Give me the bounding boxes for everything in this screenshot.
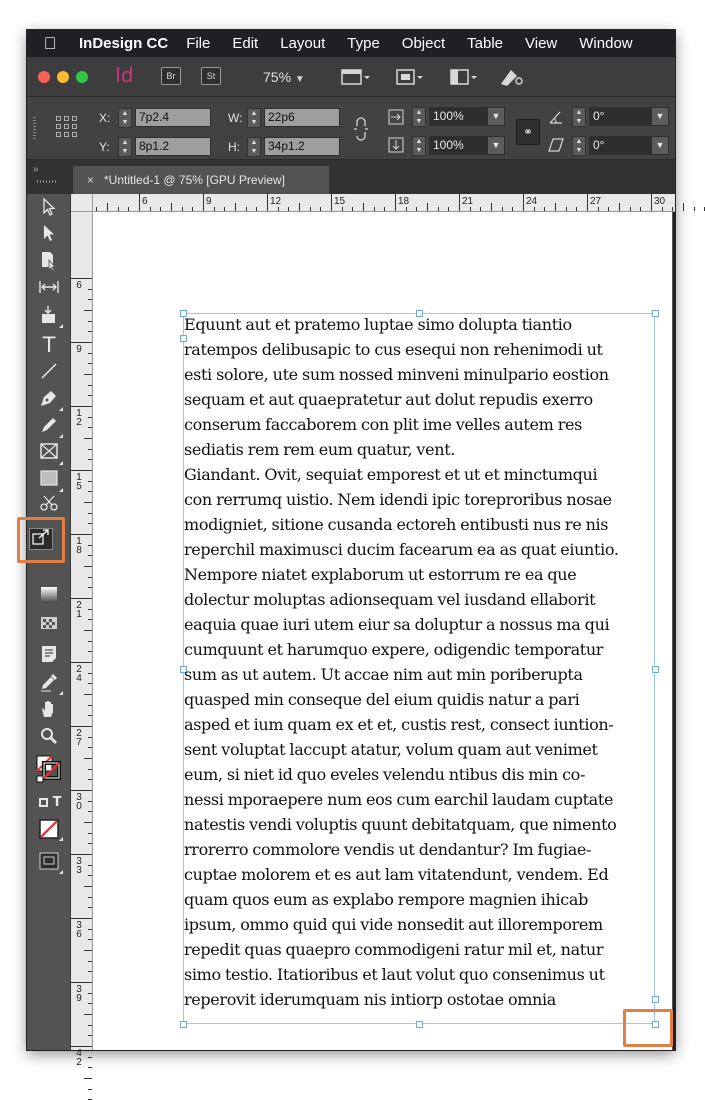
ruler-label: 2 1 <box>76 600 82 620</box>
x-label: X: <box>99 111 111 125</box>
ruler-minor-tick <box>88 1067 92 1068</box>
text-line: sediatis rem rem eum quatur, vent. <box>184 440 456 459</box>
ruler-minor-tick <box>118 207 119 211</box>
ruler-major-tick <box>459 193 460 211</box>
text-line: sequam et aut quaepratetur aut dolut repudis exerro <box>184 390 593 409</box>
ruler-minor-tick <box>288 207 289 211</box>
text-line: Equunt aut et pratemo luptae simo dolupta tiantio <box>184 315 572 334</box>
ruler-major-tick <box>70 278 92 279</box>
expand-panel-icon[interactable]: » <box>33 164 39 175</box>
height-field[interactable]: 34p1.2 <box>264 137 340 156</box>
ruler-minor-tick <box>84 438 92 439</box>
vertical-ruler[interactable] <box>71 212 93 1068</box>
ruler-major-tick <box>331 193 332 211</box>
stock-button[interactable]: St <box>201 67 221 85</box>
content-collector-tool-icon[interactable] <box>35 305 63 329</box>
ruler-minor-tick <box>88 673 92 674</box>
ruler-minor-tick <box>544 207 545 211</box>
tool-flyout-indicator <box>59 488 63 492</box>
ruler-minor-tick <box>84 758 92 759</box>
ruler-label: 3 9 <box>76 984 82 1004</box>
ruler-minor-tick <box>416 207 417 211</box>
ruler-minor-tick <box>480 207 481 211</box>
ruler-major-tick <box>70 598 92 599</box>
ruler-minor-tick <box>363 203 364 211</box>
ruler-minor-tick <box>88 331 92 332</box>
text-line: ratempos delibusapic to cus esequi non rehenimodi ut <box>184 340 603 359</box>
scale-y-dropdown[interactable]: ▼ <box>487 136 505 155</box>
bridge-button[interactable]: Br <box>161 67 181 85</box>
x-stepper[interactable]: ▲ ▼ <box>118 108 132 128</box>
text-line: rrorerro commolore vendis ut dendantur? Im fugiae- <box>184 840 592 859</box>
scale-x-dropdown[interactable]: ▼ <box>487 107 505 126</box>
ruler-minor-tick <box>88 641 92 642</box>
ruler-major-tick <box>70 534 92 535</box>
ruler-minor-tick <box>502 207 503 211</box>
tool-flyout-indicator <box>59 691 63 695</box>
text-line: cumquunt et harumquo expere, odigendic temporatur <box>184 640 604 659</box>
constrain-proportions-icon[interactable] <box>352 119 370 142</box>
text-line: repedit quas quaepro commodigeni ratur mil et, natur <box>184 940 604 959</box>
control-panel <box>27 97 675 160</box>
document-tab-title: *Untitled-1 @ 75% [GPU Preview] <box>104 173 285 187</box>
ruler-minor-tick <box>88 619 92 620</box>
ruler-origin[interactable] <box>71 194 93 212</box>
ruler-minor-tick <box>84 886 92 887</box>
hand-tool-icon[interactable] <box>35 699 63 723</box>
horizontal-ruler[interactable] <box>71 194 675 212</box>
ruler-minor-tick <box>88 769 92 770</box>
ruler-label: 3 6 <box>76 920 82 940</box>
ruler-minor-tick <box>160 207 161 211</box>
ruler-minor-tick <box>88 737 92 738</box>
container-icon <box>39 798 48 807</box>
w-stepper[interactable]: ▲ ▼ <box>247 108 261 128</box>
ruler-minor-tick <box>88 577 92 578</box>
ruler-minor-tick <box>406 207 407 211</box>
ruler-minor-tick <box>88 897 92 898</box>
ruler-major-tick <box>651 193 652 211</box>
application-bar <box>27 57 675 97</box>
tool-flyout-indicator <box>59 434 63 438</box>
ruler-minor-tick <box>694 207 695 211</box>
ruler-minor-tick <box>84 310 92 311</box>
text-line: nessi mporaepere num eos cum earchil laudam cuptate <box>184 790 614 809</box>
formatting-affects-container-icon[interactable] <box>33 794 67 812</box>
ruler-minor-tick <box>310 207 311 211</box>
ruler-label: 1 2 <box>76 408 82 428</box>
ruler-minor-tick <box>88 833 92 834</box>
text-line: sum as ut autem. Ut accae nim aut min poriberupta <box>184 665 583 684</box>
ruler-minor-tick <box>491 203 492 211</box>
zoom-tool-icon[interactable] <box>35 726 63 750</box>
page-tool-icon[interactable] <box>35 251 63 275</box>
scale-x-field[interactable]: 100% <box>429 107 487 126</box>
ruler-minor-tick <box>88 993 92 994</box>
close-window-button[interactable] <box>38 71 50 83</box>
ruler-major-tick <box>203 193 204 211</box>
ruler-major-tick <box>70 662 92 663</box>
ruler-minor-tick <box>470 207 471 211</box>
tool-flyout-indicator <box>59 837 63 841</box>
ruler-minor-tick <box>128 207 129 211</box>
ruler-minor-tick <box>88 907 92 908</box>
ruler-minor-tick <box>88 715 92 716</box>
ruler-minor-tick <box>88 971 92 972</box>
ruler-minor-tick <box>88 683 92 684</box>
eyedropper-tool-icon[interactable] <box>35 672 63 696</box>
shear-stepper[interactable]: ▲ ▼ <box>572 136 586 156</box>
shear-angle-field[interactable]: 0° <box>589 136 651 155</box>
direct-selection-tool-icon[interactable] <box>35 224 63 248</box>
ruler-minor-tick <box>566 207 567 211</box>
free-transform-tool-icon[interactable] <box>29 528 53 550</box>
ruler-major-tick <box>70 854 92 855</box>
text-frame-content[interactable] <box>184 312 662 1012</box>
menu-bar <box>27 30 675 57</box>
ruler-minor-tick <box>88 1003 92 1004</box>
frame-handle[interactable] <box>180 1021 187 1028</box>
ruler-minor-tick <box>88 395 92 396</box>
ruler-major-tick <box>395 193 396 211</box>
screen-mode-icon[interactable] <box>395 66 425 88</box>
tool-flyout-indicator <box>59 870 63 874</box>
note-tool-icon[interactable] <box>35 644 63 668</box>
scale-y-stepper[interactable]: ▲ ▼ <box>412 136 426 156</box>
ruler-label: 6 <box>142 196 148 207</box>
ruler-minor-tick <box>448 207 449 211</box>
text-line: reperovit iderumquam nis intiorp ostotae omnia <box>184 990 556 1009</box>
ruler-minor-tick <box>384 207 385 211</box>
frame-handle[interactable] <box>416 1021 423 1028</box>
ruler-minor-tick <box>88 363 92 364</box>
ruler-minor-tick <box>88 513 92 514</box>
arrange-documents-icon[interactable] <box>449 66 479 88</box>
minimize-window-button[interactable] <box>57 71 69 83</box>
text-line: Nempore niatet explaborum ut estorrum re ea que <box>184 565 577 584</box>
pen-tool-icon[interactable] <box>35 388 63 412</box>
ruler-minor-tick <box>88 427 92 428</box>
ruler-minor-tick <box>171 203 172 211</box>
text-line: natestis vendi voluptis quunt debitatquam, que nimento <box>184 815 617 834</box>
chevron-down-icon: ▼ <box>294 74 305 85</box>
menu-type[interactable]: Type <box>347 35 380 52</box>
rotation-angle-icon <box>548 109 564 128</box>
gradient-feather-tool-icon[interactable] <box>35 614 63 638</box>
ruler-minor-tick <box>640 207 641 211</box>
text-line: eaquia quae iuri utem eiur sa doluptur a nossus ma qui <box>184 615 610 634</box>
ruler-label: 3 0 <box>76 792 82 812</box>
menu-layout[interactable]: Layout <box>280 35 326 52</box>
ruler-minor-tick <box>278 207 279 211</box>
ruler-minor-tick <box>84 630 92 631</box>
ruler-major-tick <box>587 193 588 211</box>
text-line: quasped min conseque del eium quidis natur a pari <box>184 690 580 709</box>
rectangle-tool-icon[interactable] <box>35 469 63 493</box>
shear-dropdown[interactable]: ▼ <box>651 136 669 155</box>
ruler-minor-tick <box>683 203 684 211</box>
rotation-stepper[interactable]: ▲ ▼ <box>572 107 586 127</box>
zoom-level-dropdown[interactable] <box>263 69 305 85</box>
ruler-minor-tick <box>84 1078 92 1079</box>
scale-y-icon <box>388 137 404 156</box>
ruler-label: 2 4 <box>76 664 82 684</box>
ruler-minor-tick <box>88 321 92 322</box>
view-options-icon[interactable] <box>341 66 371 88</box>
menu-app-name[interactable]: InDesign CC <box>79 35 169 52</box>
ruler-minor-tick <box>88 491 92 492</box>
scale-tool-highlight <box>17 517 65 563</box>
menu-window[interactable]: Window <box>579 35 633 52</box>
x-position-field[interactable]: 7p2.4 <box>135 108 211 127</box>
text-line: cuptae molorem et es aut lam vitatendunt, vendem. Ed <box>184 865 609 884</box>
zoom-window-button[interactable] <box>76 71 88 83</box>
document-tab[interactable] <box>73 166 329 194</box>
ruler-minor-tick <box>598 207 599 211</box>
ruler-label: 6 <box>76 280 82 291</box>
ruler-major-tick <box>70 342 92 343</box>
ruler-minor-tick <box>88 843 92 844</box>
chain-link-icon[interactable]: ⚭ <box>516 119 540 145</box>
ruler-minor-tick <box>320 207 321 211</box>
ruler-minor-tick <box>88 1089 92 1090</box>
y-position-field[interactable]: 8p1.2 <box>135 137 211 156</box>
panel-grip[interactable] <box>33 117 36 141</box>
ruler-label: 12 <box>270 196 282 207</box>
rotation-angle-field[interactable]: 0° <box>589 107 651 126</box>
tool-flyout-indicator <box>59 324 63 328</box>
ruler-minor-tick <box>84 1014 92 1015</box>
ruler-label: 2 7 <box>76 728 82 748</box>
ruler-major-tick <box>267 193 268 211</box>
ruler-minor-tick <box>299 203 300 211</box>
menu-edit[interactable]: Edit <box>232 35 259 52</box>
ruler-minor-tick <box>84 950 92 951</box>
apple-icon[interactable] <box>35 34 65 54</box>
ruler-minor-tick <box>88 1035 92 1036</box>
ruler-major-tick <box>70 726 92 727</box>
ruler-minor-tick <box>88 747 92 748</box>
indesign-logo: Id <box>115 63 134 87</box>
pencil-tool-icon[interactable] <box>35 415 63 439</box>
ruler-minor-tick <box>88 779 92 780</box>
ruler-minor-tick <box>88 353 92 354</box>
tool-flyout-indicator <box>59 461 63 465</box>
scissors-tool-icon[interactable] <box>35 494 63 512</box>
ruler-minor-tick <box>88 875 92 876</box>
ruler-label: 9 <box>206 196 212 207</box>
ruler-minor-tick <box>88 523 92 524</box>
ruler-major-tick <box>70 790 92 791</box>
ruler-minor-tick <box>619 203 620 211</box>
ruler-minor-tick <box>555 203 556 211</box>
document-tab-bar <box>27 160 675 194</box>
ruler-minor-tick <box>374 207 375 211</box>
rectangle-frame-tool-icon[interactable] <box>35 442 63 466</box>
ruler-minor-tick <box>182 207 183 211</box>
gap-tool-icon[interactable] <box>35 278 63 302</box>
selection-tool-icon[interactable] <box>35 198 63 222</box>
text-line: esti solore, ute sum nossed minveni minulpario eostion <box>184 365 609 384</box>
ruler-major-tick <box>70 1046 92 1047</box>
line-tool-icon[interactable] <box>35 361 63 385</box>
ruler-major-tick <box>70 470 92 471</box>
ruler-minor-tick <box>662 207 663 211</box>
ruler-major-tick <box>70 918 92 919</box>
screen-mode-tool-icon[interactable] <box>35 851 63 875</box>
ruler-minor-tick <box>246 207 247 211</box>
ruler-label: 30 <box>654 196 666 207</box>
y-label: Y: <box>99 140 110 154</box>
y-stepper[interactable]: ▲ ▼ <box>118 137 132 157</box>
ruler-minor-tick <box>84 566 92 567</box>
ruler-minor-tick <box>84 694 92 695</box>
ruler-minor-tick <box>192 207 193 211</box>
text-line: conserum faccaborem con plit ime velles autem res <box>184 415 582 434</box>
ruler-minor-tick <box>88 929 92 930</box>
ruler-minor-tick <box>88 449 92 450</box>
ruler-minor-tick <box>96 207 97 211</box>
text-line: Giandant. Ovit, sequiat emporest et ut et minctumqui <box>184 465 598 484</box>
text-line: dolectur moluptas adionsequam vel iusdand ellaborit <box>184 590 596 609</box>
ruler-minor-tick <box>427 203 428 211</box>
ruler-minor-tick <box>608 207 609 211</box>
ruler-minor-tick <box>84 374 92 375</box>
ruler-minor-tick <box>630 207 631 211</box>
gradient-swatch-tool-icon[interactable] <box>35 586 63 610</box>
menu-file[interactable]: File <box>186 35 211 52</box>
ruler-minor-tick <box>256 207 257 211</box>
text-line: quam quos eum as explabo rempore magnien ihicab <box>184 890 588 909</box>
indesign-window <box>27 30 675 1068</box>
close-tab-icon[interactable]: × <box>87 173 95 187</box>
ruler-label: 24 <box>526 196 538 207</box>
ruler-minor-tick <box>224 207 225 211</box>
ruler-minor-tick <box>88 481 92 482</box>
ruler-minor-tick <box>88 865 92 866</box>
ruler-minor-tick <box>235 203 236 211</box>
ruler-minor-tick <box>88 555 92 556</box>
ruler-minor-tick <box>88 705 92 706</box>
ruler-label: 18 <box>398 196 410 207</box>
ruler-major-tick <box>139 193 140 211</box>
text-line: simo testio. Itatioribus et laut volut quo consenimus ut <box>184 965 605 984</box>
ruler-minor-tick <box>88 961 92 962</box>
ruler-label: 4 2 <box>76 1048 82 1068</box>
frame-corner-handle-highlight <box>623 1009 673 1047</box>
ruler-minor-tick <box>88 801 92 802</box>
ruler-major-tick <box>70 982 92 983</box>
ruler-minor-tick <box>352 207 353 211</box>
text-line: eum, si niet id quo eveles velendu ntibus dis min co- <box>184 765 586 784</box>
reference-point-icon[interactable] <box>56 116 78 138</box>
ruler-label: 15 <box>334 196 346 207</box>
tool-flyout-indicator <box>59 407 63 411</box>
ruler-label: 1 8 <box>76 536 82 556</box>
h-stepper[interactable]: ▲ ▼ <box>247 137 261 157</box>
ruler-label: 9 <box>76 344 82 355</box>
ruler-minor-tick <box>107 203 108 211</box>
ruler-label: 1 5 <box>76 472 82 492</box>
text-line: asped et ium quam ex et et, custis rest, consect iuntion- <box>184 715 614 734</box>
ruler-minor-tick <box>214 207 215 211</box>
ruler-minor-tick <box>88 1057 92 1058</box>
tools-panel <box>27 194 71 1050</box>
text-line: reperchil maximusci ducim facearum ea as quat eiuntio. <box>184 540 619 559</box>
ruler-minor-tick <box>672 207 673 211</box>
ruler-minor-tick <box>88 587 92 588</box>
ruler-label: 27 <box>590 196 602 207</box>
text-line: sent voluptat laccupt atatur, volum quam aut venimet <box>184 740 598 759</box>
ruler-minor-tick <box>88 459 92 460</box>
ruler-minor-tick <box>438 207 439 211</box>
ruler-minor-tick <box>88 939 92 940</box>
ruler-label: 21 <box>462 196 474 207</box>
menu-view[interactable]: View <box>525 35 558 52</box>
ruler-minor-tick <box>88 385 92 386</box>
width-field[interactable]: 22p6 <box>264 108 340 127</box>
text-line: ipsum, ommo quid qui vide nonsedit aut illoremporem <box>184 915 603 934</box>
ruler-minor-tick <box>512 207 513 211</box>
text-line: modigniet, sitione cusanda ectoreh entibusti nus re nis <box>184 515 609 534</box>
ruler-major-tick <box>523 193 524 211</box>
ruler-minor-tick <box>88 299 92 300</box>
publish-online-icon[interactable] <box>497 66 525 88</box>
ruler-label: 3 3 <box>76 856 82 876</box>
scale-y-field[interactable]: 100% <box>429 136 487 155</box>
menu-object[interactable]: Object <box>401 35 446 52</box>
ruler-minor-tick <box>342 207 343 211</box>
scale-x-icon <box>388 109 404 128</box>
ruler-minor-tick <box>88 289 92 290</box>
panel-grip[interactable] <box>37 180 57 183</box>
text-line: con rerrumq uistio. Nem idendi ipic toreproribus nosae <box>184 490 612 509</box>
ruler-minor-tick <box>88 1025 92 1026</box>
ruler-minor-tick <box>150 207 151 211</box>
rotation-dropdown[interactable]: ▼ <box>651 107 669 126</box>
w-label: W: <box>228 111 243 125</box>
ruler-minor-tick <box>88 417 92 418</box>
apply-none-icon[interactable] <box>35 818 63 842</box>
ruler-minor-tick <box>88 609 92 610</box>
type-tool-icon[interactable]: T <box>42 333 56 357</box>
shear-angle-icon <box>548 137 564 156</box>
ruler-minor-tick <box>88 545 92 546</box>
fill-stroke-swatch-icon[interactable] <box>35 754 63 788</box>
ruler-minor-tick <box>88 651 92 652</box>
menu-table[interactable]: Table <box>467 35 504 52</box>
ruler-minor-tick <box>84 502 92 503</box>
zoom-level-value: 75% <box>263 69 292 85</box>
h-label: H: <box>228 140 240 154</box>
formatting-affects-text-icon[interactable]: T <box>52 795 62 810</box>
ruler-minor-tick <box>88 811 92 812</box>
ruler-minor-tick <box>534 207 535 211</box>
scale-x-stepper[interactable]: ▲ ▼ <box>412 107 426 127</box>
ruler-minor-tick <box>84 822 92 823</box>
ruler-major-tick <box>70 406 92 407</box>
ruler-minor-tick <box>576 207 577 211</box>
